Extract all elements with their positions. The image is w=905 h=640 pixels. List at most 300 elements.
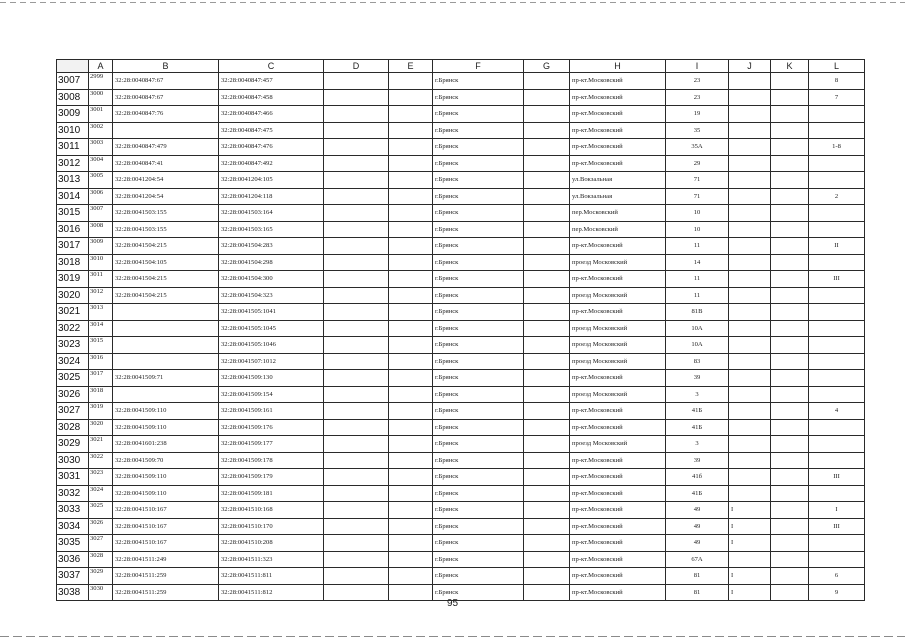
cell-d[interactable] [324, 469, 389, 486]
cell-b[interactable]: 32:28:0040847:41 [113, 155, 219, 172]
row-number[interactable]: 3021 [57, 304, 89, 321]
cell-j[interactable] [729, 205, 771, 222]
cell-a[interactable]: 3016 [89, 353, 113, 370]
cell-j[interactable] [729, 172, 771, 189]
cell-f[interactable]: г.Брянск [433, 419, 524, 436]
cell-j[interactable] [729, 155, 771, 172]
row-number[interactable]: 3035 [57, 535, 89, 552]
cell-f[interactable]: г.Брянск [433, 403, 524, 420]
cell-i[interactable]: 71 [666, 172, 729, 189]
cell-k[interactable] [771, 155, 809, 172]
cell-j[interactable] [729, 188, 771, 205]
cell-a[interactable]: 3023 [89, 469, 113, 486]
cell-i[interactable]: 81 [666, 584, 729, 601]
cell-j[interactable] [729, 122, 771, 139]
cell-d[interactable] [324, 320, 389, 337]
cell-c[interactable]: 32:28:0041503:164 [219, 205, 324, 222]
column-header-c[interactable]: C [219, 60, 324, 73]
cell-a[interactable]: 3004 [89, 155, 113, 172]
cell-f[interactable]: г.Брянск [433, 535, 524, 552]
cell-a[interactable]: 3028 [89, 551, 113, 568]
cell-g[interactable] [524, 502, 570, 519]
cell-e[interactable] [389, 436, 433, 453]
cell-d[interactable] [324, 155, 389, 172]
cell-d[interactable] [324, 337, 389, 354]
cell-j[interactable] [729, 221, 771, 238]
cell-g[interactable] [524, 337, 570, 354]
cell-e[interactable] [389, 485, 433, 502]
cell-e[interactable] [389, 73, 433, 90]
cell-h[interactable]: пр-кт.Московский [570, 518, 666, 535]
cell-j[interactable] [729, 452, 771, 469]
cell-j[interactable] [729, 469, 771, 486]
cell-g[interactable] [524, 172, 570, 189]
cell-f[interactable]: г.Брянск [433, 221, 524, 238]
cell-l[interactable] [809, 436, 865, 453]
cell-c[interactable]: 32:28:0041511:811 [219, 568, 324, 585]
cell-h[interactable]: пр-кт.Московский [570, 419, 666, 436]
column-header-h[interactable]: H [570, 60, 666, 73]
cell-b[interactable]: 32:28:0041509:70 [113, 452, 219, 469]
cell-h[interactable]: пр-кт.Московский [570, 155, 666, 172]
cell-d[interactable] [324, 535, 389, 552]
cell-a[interactable]: 3014 [89, 320, 113, 337]
cell-i[interactable]: 3 [666, 386, 729, 403]
cell-k[interactable] [771, 469, 809, 486]
cell-a[interactable]: 3027 [89, 535, 113, 552]
cell-e[interactable] [389, 271, 433, 288]
cell-f[interactable]: г.Брянск [433, 188, 524, 205]
cell-k[interactable] [771, 568, 809, 585]
cell-l[interactable] [809, 386, 865, 403]
cell-c[interactable]: 32:28:0041509:176 [219, 419, 324, 436]
cell-h[interactable]: пр-кт.Московский [570, 485, 666, 502]
cell-h[interactable]: пер.Московский [570, 205, 666, 222]
cell-i[interactable]: 49 [666, 518, 729, 535]
cell-l[interactable]: III [809, 469, 865, 486]
cell-j[interactable] [729, 139, 771, 156]
cell-c[interactable]: 32:28:0041511:323 [219, 551, 324, 568]
cell-k[interactable] [771, 485, 809, 502]
cell-a[interactable]: 3002 [89, 122, 113, 139]
cell-j[interactable] [729, 73, 771, 90]
cell-f[interactable]: г.Брянск [433, 551, 524, 568]
column-header-l[interactable]: L [809, 60, 865, 73]
row-number[interactable]: 3020 [57, 287, 89, 304]
cell-f[interactable]: г.Брянск [433, 73, 524, 90]
cell-c[interactable]: 32:28:0040847:466 [219, 106, 324, 123]
cell-i[interactable]: 49 [666, 535, 729, 552]
cell-i[interactable]: 39 [666, 452, 729, 469]
cell-b[interactable]: 32:28:0041509:110 [113, 403, 219, 420]
cell-l[interactable]: 1-8 [809, 139, 865, 156]
cell-b[interactable]: 32:28:0041504:215 [113, 287, 219, 304]
cell-a[interactable]: 3005 [89, 172, 113, 189]
cell-d[interactable] [324, 485, 389, 502]
cell-k[interactable] [771, 320, 809, 337]
cell-e[interactable] [389, 304, 433, 321]
cell-i[interactable]: 39 [666, 370, 729, 387]
cell-j[interactable] [729, 89, 771, 106]
cell-k[interactable] [771, 73, 809, 90]
row-number[interactable]: 3022 [57, 320, 89, 337]
cell-e[interactable] [389, 535, 433, 552]
cell-e[interactable] [389, 188, 433, 205]
cell-e[interactable] [389, 403, 433, 420]
row-number[interactable]: 3018 [57, 254, 89, 271]
cell-e[interactable] [389, 337, 433, 354]
cell-e[interactable] [389, 287, 433, 304]
cell-d[interactable] [324, 353, 389, 370]
cell-l[interactable]: II [809, 238, 865, 255]
cell-b[interactable]: 32:28:0041510:167 [113, 502, 219, 519]
cell-j[interactable] [729, 106, 771, 123]
cell-k[interactable] [771, 221, 809, 238]
cell-b[interactable]: 32:28:0041509:110 [113, 419, 219, 436]
cell-d[interactable] [324, 551, 389, 568]
cell-c[interactable]: 32:28:0041204:105 [219, 172, 324, 189]
cell-h[interactable]: пр-кт.Московский [570, 139, 666, 156]
cell-g[interactable] [524, 205, 570, 222]
cell-f[interactable]: г.Брянск [433, 485, 524, 502]
cell-d[interactable] [324, 89, 389, 106]
cell-g[interactable] [524, 238, 570, 255]
cell-e[interactable] [389, 172, 433, 189]
cell-i[interactable]: 71 [666, 188, 729, 205]
cell-f[interactable]: г.Брянск [433, 568, 524, 585]
cell-k[interactable] [771, 89, 809, 106]
cell-k[interactable] [771, 535, 809, 552]
cell-h[interactable]: проезд Московский [570, 287, 666, 304]
cell-k[interactable] [771, 106, 809, 123]
column-header-d[interactable]: D [324, 60, 389, 73]
cell-e[interactable] [389, 502, 433, 519]
cell-g[interactable] [524, 89, 570, 106]
cell-a[interactable]: 3009 [89, 238, 113, 255]
cell-k[interactable] [771, 403, 809, 420]
row-number[interactable]: 3036 [57, 551, 89, 568]
cell-l[interactable]: 7 [809, 89, 865, 106]
cell-e[interactable] [389, 353, 433, 370]
cell-c[interactable]: 32:28:0041509:161 [219, 403, 324, 420]
cell-h[interactable]: пр-кт.Московский [570, 370, 666, 387]
cell-h[interactable]: проезд Московский [570, 436, 666, 453]
cell-c[interactable]: 32:28:0041510:170 [219, 518, 324, 535]
cell-a[interactable]: 3026 [89, 518, 113, 535]
cell-b[interactable]: 32:28:0041511:249 [113, 551, 219, 568]
cell-l[interactable] [809, 172, 865, 189]
cell-j[interactable]: I [729, 535, 771, 552]
cell-g[interactable] [524, 304, 570, 321]
cell-e[interactable] [389, 238, 433, 255]
cell-a[interactable]: 3000 [89, 89, 113, 106]
cell-f[interactable]: г.Брянск [433, 518, 524, 535]
cell-j[interactable] [729, 238, 771, 255]
cell-g[interactable] [524, 568, 570, 585]
cell-j[interactable]: I [729, 568, 771, 585]
column-header-k[interactable]: K [771, 60, 809, 73]
cell-g[interactable] [524, 271, 570, 288]
cell-c[interactable]: 32:28:0041204:118 [219, 188, 324, 205]
cell-j[interactable] [729, 551, 771, 568]
cell-e[interactable] [389, 419, 433, 436]
row-number[interactable]: 3023 [57, 337, 89, 354]
cell-b[interactable] [113, 320, 219, 337]
cell-f[interactable]: г.Брянск [433, 106, 524, 123]
cell-g[interactable] [524, 535, 570, 552]
cell-b[interactable]: 32:28:0041504:215 [113, 238, 219, 255]
cell-a[interactable]: 3022 [89, 452, 113, 469]
cell-d[interactable] [324, 518, 389, 535]
cell-c[interactable]: 32:28:0041509:154 [219, 386, 324, 403]
cell-b[interactable]: 32:28:0041504:215 [113, 271, 219, 288]
cell-j[interactable] [729, 287, 771, 304]
cell-g[interactable] [524, 436, 570, 453]
cell-k[interactable] [771, 386, 809, 403]
cell-j[interactable] [729, 337, 771, 354]
cell-c[interactable]: 32:28:0040847:492 [219, 155, 324, 172]
cell-i[interactable]: 23 [666, 89, 729, 106]
cell-c[interactable]: 32:28:0041505:1046 [219, 337, 324, 354]
cell-h[interactable]: пр-кт.Московский [570, 304, 666, 321]
row-number[interactable]: 3013 [57, 172, 89, 189]
row-number[interactable]: 3009 [57, 106, 89, 123]
cell-d[interactable] [324, 188, 389, 205]
cell-i[interactable]: 10 [666, 221, 729, 238]
cell-i[interactable]: 14 [666, 254, 729, 271]
cell-h[interactable]: проезд Московский [570, 386, 666, 403]
cell-i[interactable]: 49 [666, 502, 729, 519]
cell-b[interactable]: 32:28:0041601:238 [113, 436, 219, 453]
cell-l[interactable] [809, 535, 865, 552]
cell-j[interactable] [729, 254, 771, 271]
cell-b[interactable]: 32:28:0041204:54 [113, 172, 219, 189]
column-header-f[interactable]: F [433, 60, 524, 73]
cell-d[interactable] [324, 502, 389, 519]
cell-a[interactable]: 3017 [89, 370, 113, 387]
cell-a[interactable]: 3012 [89, 287, 113, 304]
cell-l[interactable] [809, 452, 865, 469]
cell-g[interactable] [524, 370, 570, 387]
cell-d[interactable] [324, 221, 389, 238]
row-number[interactable]: 3032 [57, 485, 89, 502]
cell-b[interactable]: 32:28:0041509:110 [113, 485, 219, 502]
row-number[interactable]: 3029 [57, 436, 89, 453]
cell-h[interactable]: пр-кт.Московский [570, 551, 666, 568]
cell-f[interactable]: г.Брянск [433, 353, 524, 370]
cell-k[interactable] [771, 139, 809, 156]
cell-a[interactable]: 3003 [89, 139, 113, 156]
cell-h[interactable]: пр-кт.Московский [570, 238, 666, 255]
cell-f[interactable]: г.Брянск [433, 139, 524, 156]
cell-e[interactable] [389, 139, 433, 156]
cell-a[interactable]: 3001 [89, 106, 113, 123]
cell-b[interactable] [113, 122, 219, 139]
cell-e[interactable] [389, 89, 433, 106]
row-number[interactable]: 3017 [57, 238, 89, 255]
cell-h[interactable]: проезд Московский [570, 353, 666, 370]
corner-cell[interactable] [57, 60, 89, 73]
cell-l[interactable]: 4 [809, 403, 865, 420]
cell-h[interactable]: пер.Московский [570, 221, 666, 238]
cell-c[interactable]: 32:28:0041510:168 [219, 502, 324, 519]
cell-i[interactable]: 41Б [666, 485, 729, 502]
column-header-j[interactable]: J [729, 60, 771, 73]
cell-a[interactable]: 2999 [89, 73, 113, 90]
cell-c[interactable]: 32:28:0041504:283 [219, 238, 324, 255]
cell-i[interactable]: 41Б [666, 403, 729, 420]
cell-g[interactable] [524, 386, 570, 403]
cell-g[interactable] [524, 122, 570, 139]
cell-c[interactable]: 32:28:0040847:457 [219, 73, 324, 90]
column-header-a[interactable]: A [89, 60, 113, 73]
cell-c[interactable]: 32:28:0041510:208 [219, 535, 324, 552]
cell-d[interactable] [324, 205, 389, 222]
cell-f[interactable]: г.Брянск [433, 370, 524, 387]
cell-l[interactable] [809, 419, 865, 436]
cell-b[interactable]: 32:28:0041503:155 [113, 205, 219, 222]
cell-l[interactable] [809, 254, 865, 271]
cell-k[interactable] [771, 502, 809, 519]
cell-l[interactable] [809, 106, 865, 123]
row-number[interactable]: 3030 [57, 452, 89, 469]
cell-h[interactable]: пр-кт.Московский [570, 584, 666, 601]
cell-b[interactable]: 32:28:0040847:67 [113, 73, 219, 90]
cell-e[interactable] [389, 320, 433, 337]
cell-h[interactable]: пр-кт.Московский [570, 502, 666, 519]
cell-c[interactable]: 32:28:0041509:177 [219, 436, 324, 453]
cell-j[interactable] [729, 304, 771, 321]
cell-j[interactable]: I [729, 502, 771, 519]
cell-d[interactable] [324, 139, 389, 156]
cell-g[interactable] [524, 551, 570, 568]
cell-e[interactable] [389, 469, 433, 486]
cell-i[interactable]: 81В [666, 304, 729, 321]
cell-g[interactable] [524, 469, 570, 486]
cell-g[interactable] [524, 106, 570, 123]
row-number[interactable]: 3027 [57, 403, 89, 420]
cell-e[interactable] [389, 370, 433, 387]
cell-k[interactable] [771, 254, 809, 271]
row-number[interactable]: 3031 [57, 469, 89, 486]
cell-j[interactable] [729, 485, 771, 502]
cell-d[interactable] [324, 403, 389, 420]
cell-b[interactable]: 32:28:0040847:479 [113, 139, 219, 156]
row-number[interactable]: 3010 [57, 122, 89, 139]
cell-k[interactable] [771, 122, 809, 139]
cell-b[interactable]: 32:28:0041504:105 [113, 254, 219, 271]
cell-l[interactable] [809, 287, 865, 304]
cell-f[interactable]: г.Брянск [433, 172, 524, 189]
cell-h[interactable]: пр-кт.Московский [570, 469, 666, 486]
cell-i[interactable]: 19 [666, 106, 729, 123]
column-header-g[interactable]: G [524, 60, 570, 73]
cell-f[interactable]: г.Брянск [433, 337, 524, 354]
row-number[interactable]: 3016 [57, 221, 89, 238]
cell-e[interactable] [389, 518, 433, 535]
cell-g[interactable] [524, 320, 570, 337]
cell-b[interactable]: 32:28:0041509:71 [113, 370, 219, 387]
cell-i[interactable]: 3 [666, 436, 729, 453]
cell-f[interactable]: г.Брянск [433, 254, 524, 271]
cell-h[interactable]: пр-кт.Московский [570, 73, 666, 90]
cell-g[interactable] [524, 518, 570, 535]
cell-g[interactable] [524, 403, 570, 420]
cell-a[interactable]: 3006 [89, 188, 113, 205]
cell-f[interactable]: г.Брянск [433, 287, 524, 304]
cell-b[interactable]: 32:28:0041503:155 [113, 221, 219, 238]
cell-d[interactable] [324, 106, 389, 123]
cell-l[interactable] [809, 485, 865, 502]
cell-f[interactable]: г.Брянск [433, 205, 524, 222]
cell-d[interactable] [324, 238, 389, 255]
cell-h[interactable]: проезд Московский [570, 337, 666, 354]
cell-b[interactable] [113, 353, 219, 370]
cell-b[interactable] [113, 304, 219, 321]
cell-b[interactable]: 32:28:0041511:259 [113, 584, 219, 601]
cell-j[interactable] [729, 271, 771, 288]
cell-e[interactable] [389, 551, 433, 568]
column-header-e[interactable]: E [389, 60, 433, 73]
cell-a[interactable]: 3020 [89, 419, 113, 436]
cell-k[interactable] [771, 238, 809, 255]
cell-e[interactable] [389, 122, 433, 139]
cell-c[interactable]: 32:28:0041505:1041 [219, 304, 324, 321]
cell-c[interactable]: 32:28:0040847:458 [219, 89, 324, 106]
cell-g[interactable] [524, 419, 570, 436]
cell-e[interactable] [389, 254, 433, 271]
cell-h[interactable]: проезд Московский [570, 254, 666, 271]
cell-f[interactable]: г.Брянск [433, 452, 524, 469]
cell-d[interactable] [324, 568, 389, 585]
row-number[interactable]: 3008 [57, 89, 89, 106]
cell-d[interactable] [324, 122, 389, 139]
cell-g[interactable] [524, 155, 570, 172]
cell-k[interactable] [771, 287, 809, 304]
cell-c[interactable]: 32:28:0041509:179 [219, 469, 324, 486]
cell-h[interactable]: пр-кт.Московский [570, 403, 666, 420]
cell-f[interactable]: г.Брянск [433, 89, 524, 106]
cell-h[interactable]: пр-кт.Московский [570, 568, 666, 585]
cell-i[interactable]: 29 [666, 155, 729, 172]
cell-j[interactable] [729, 320, 771, 337]
cell-f[interactable]: г.Брянск [433, 238, 524, 255]
cell-d[interactable] [324, 287, 389, 304]
cell-c[interactable]: 32:28:0041504:300 [219, 271, 324, 288]
cell-k[interactable] [771, 353, 809, 370]
cell-f[interactable]: г.Брянск [433, 155, 524, 172]
cell-c[interactable]: 32:28:0041511:812 [219, 584, 324, 601]
cell-j[interactable]: I [729, 584, 771, 601]
cell-f[interactable]: г.Брянск [433, 320, 524, 337]
cell-a[interactable]: 3008 [89, 221, 113, 238]
cell-d[interactable] [324, 419, 389, 436]
cell-l[interactable] [809, 155, 865, 172]
cell-a[interactable]: 3018 [89, 386, 113, 403]
row-number[interactable]: 3028 [57, 419, 89, 436]
cell-g[interactable] [524, 221, 570, 238]
cell-k[interactable] [771, 172, 809, 189]
cell-b[interactable]: 32:28:0040847:76 [113, 106, 219, 123]
cell-f[interactable]: г.Брянск [433, 584, 524, 601]
cell-l[interactable]: 9 [809, 584, 865, 601]
cell-k[interactable] [771, 271, 809, 288]
cell-i[interactable]: 11 [666, 271, 729, 288]
cell-a[interactable]: 3024 [89, 485, 113, 502]
cell-d[interactable] [324, 386, 389, 403]
cell-c[interactable]: 32:28:0041509:178 [219, 452, 324, 469]
row-number[interactable]: 3033 [57, 502, 89, 519]
